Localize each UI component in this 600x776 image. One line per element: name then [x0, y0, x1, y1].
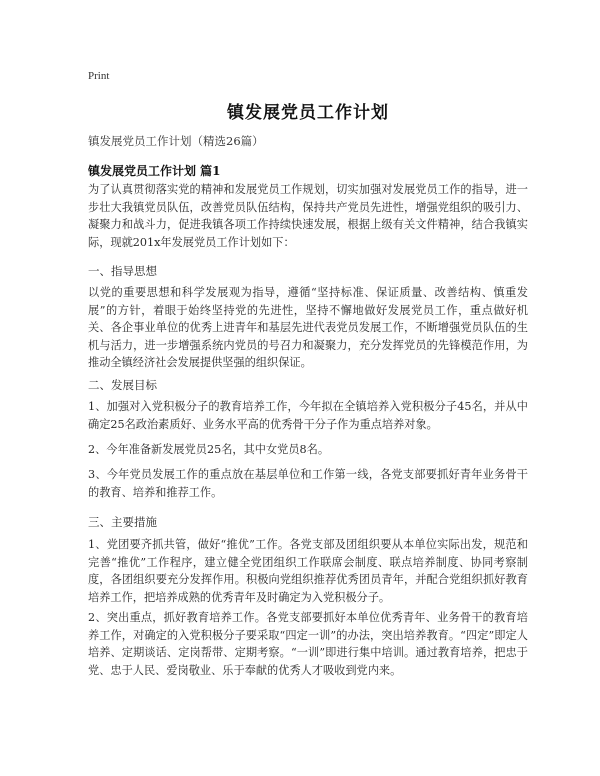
goal-item-3: 3、今年党员发展工作的重点放在基层单位和工作第一线，各党支部要抓好青年业务骨干的教育、培养和推荐工作。 — [88, 468, 528, 499]
measure-item-1: 1、党团要齐抓共管，做好“推优”工作。各党支部及团组织要从本单位实际出发，规范和完善“推优”工作程序，建立健全党团组织工作联席会制度、联点培养制度、协同考察制度，各团组织要充分发挥作用。积极向党组织推荐优秀团员青年，并配合党组织抓好教育培养工作，把培养成熟的优秀青年及时确定为入党积极分子。 — [88, 538, 528, 604]
goal-item-1: 1、加强对入党积极分子的教育培养工作，今年拟在全镇培养入党积极分子45名，并从中确定25名政治素质好、业务水平高的优秀骨干分子作为重点培养对象。 — [88, 400, 528, 431]
section-heading-guiding-ideology: 一、指导思想 — [88, 264, 157, 278]
section-heading-goals: 二、发展目标 — [88, 378, 157, 392]
guiding-ideology-paragraph: 以党的重要思想和科学发展观为指导，遵循“坚持标准、保证质量、改善结构、慎重发展”的方针，着眼于始终坚持党的先进性，坚持不懈地做好发展党员工作，重点做好机关、各企事业单位的优秀上进青年和基层先进代表党员发展工作，不断增强党员队伍的生机与活力，进一步增强系统内党员的号召力和凝聚力，充分发挥党员的先锋模范作用，为推动全镇经济社会发展提供坚强的组织保证。 — [88, 286, 528, 369]
intro-paragraph: 为了认真贯彻落实党的精神和发展党员工作规划，切实加强对发展党员工作的指导，进一步壮大我镇党员队伍，改善党员队伍结构，保持共产党员先进性，增强党组织的吸引力、凝聚力和战斗力，促进我镇各项工作持续快速发展，根据上级有关文件精神，结合我镇实际，现就201x年发展党员工作计划如下： — [88, 183, 528, 249]
document-subtitle: 镇发展党员工作计划（精选26篇） — [88, 134, 264, 148]
print-link[interactable]: Print — [88, 70, 110, 82]
document-title: 镇发展党员工作计划 — [227, 103, 389, 123]
goal-item-2: 2、今年准备新发展党员25名，其中女党员8名。 — [88, 443, 330, 456]
measure-item-2: 2、突出重点，抓好教育培养工作。各党支部要抓好本单位优秀青年、业务骨干的教育培养工作，对确定的入党积极分子要采取“四定一训”的办法，突出培养教育。“四定”即定人培养、定期谈话、定岗帮带、定期考察。“一训”即进行集中培训。通过教育培养，把忠于党、忠于人民、爱岗敬业、乐于奉献的优秀人才吸收到党内来。 — [88, 611, 528, 677]
part-heading: 镇发展党员工作计划 篇1 — [88, 164, 221, 178]
section-heading-measures: 三、主要措施 — [88, 515, 157, 529]
